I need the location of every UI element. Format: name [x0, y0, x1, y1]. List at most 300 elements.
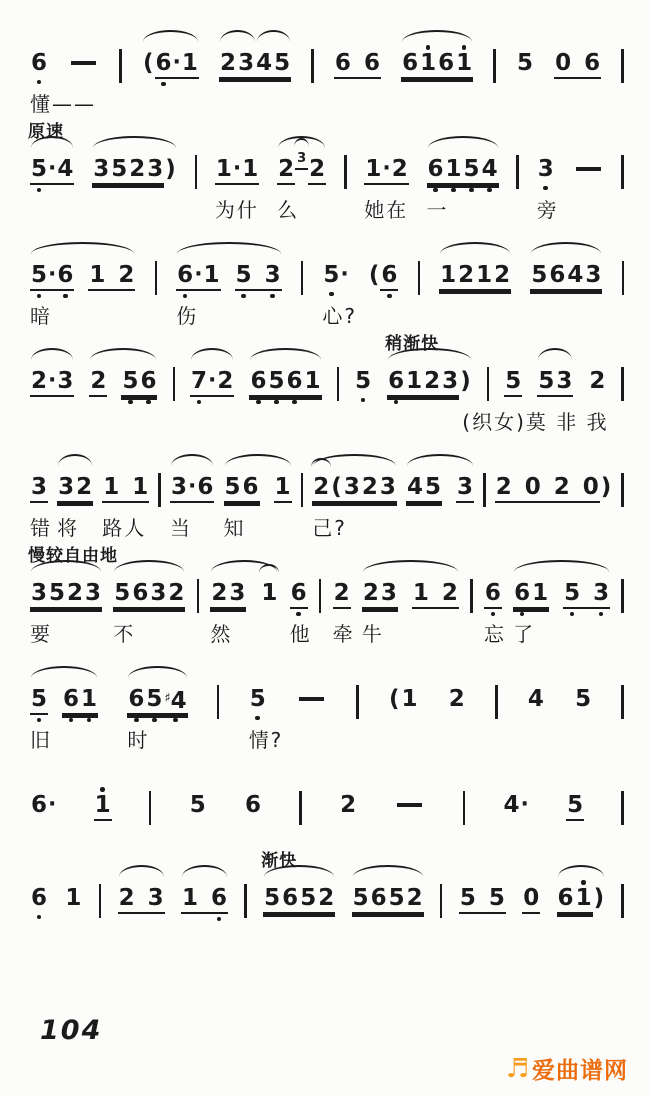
- note-group: [513, 560, 610, 646]
- octave-dot-low: [173, 718, 178, 723]
- barline: [119, 49, 122, 83]
- note-char: 5: [563, 572, 581, 617]
- lyric-text: (织女)莫 非 我: [462, 410, 609, 434]
- note-group: [406, 454, 474, 511]
- page-number: 104: [40, 1015, 103, 1046]
- note-char: 5: [263, 877, 281, 922]
- note-group: [68, 30, 99, 85]
- note-token: [30, 572, 102, 646]
- note-char: 2: [277, 148, 295, 193]
- barline: [487, 367, 490, 401]
- tempo-marking: 慢较自由地: [28, 546, 118, 566]
- note-char: 2: [117, 254, 135, 299]
- note-group: [181, 865, 228, 922]
- barline: [621, 791, 624, 825]
- note-char: ·: [233, 148, 241, 193]
- note-char: ): [593, 885, 605, 911]
- note-char: 2: [118, 877, 136, 922]
- note-char: 2: [89, 360, 107, 405]
- lyric-text: 心?: [322, 304, 357, 328]
- note-group: [57, 454, 93, 540]
- note-token: [368, 254, 399, 299]
- barline: [99, 884, 102, 918]
- note-char: 1: [304, 360, 322, 405]
- note-group: [339, 772, 357, 827]
- lyric-text: 当: [170, 516, 193, 540]
- note-token: [121, 360, 157, 405]
- note-token: [64, 877, 82, 920]
- octave-dot-low: [570, 612, 575, 617]
- note-char: 3: [84, 572, 102, 617]
- note-token: [181, 877, 228, 922]
- note-char: 1: [203, 254, 221, 299]
- note-char: 5: [30, 678, 48, 723]
- note-token: [296, 678, 327, 721]
- note-char: 0: [522, 877, 540, 922]
- note-char: 3: [441, 360, 459, 405]
- note-char: 2: [317, 877, 335, 922]
- note-char: 1: [439, 254, 457, 299]
- note-char: 5: [537, 360, 555, 405]
- note-char: 1: [260, 572, 278, 617]
- note-group: [30, 242, 135, 328]
- note-group: [89, 348, 157, 405]
- note-char: ): [165, 156, 176, 182]
- note-token: [260, 572, 278, 617]
- slur-arc: [440, 242, 510, 254]
- note-char: [513, 466, 524, 511]
- note-char: 3: [57, 466, 75, 511]
- slur-arc-small: [259, 564, 279, 573]
- octave-dot-low: [255, 716, 260, 721]
- octave-dot-low: [183, 294, 188, 299]
- note-char: [199, 877, 210, 922]
- barline: [493, 49, 496, 83]
- note-char: 6: [210, 877, 228, 922]
- watermark-text: 爱曲谱网: [532, 1058, 628, 1084]
- note-char: 2: [457, 254, 475, 299]
- note-char: 4: [255, 42, 273, 87]
- note-char: 3: [146, 148, 164, 193]
- note-token: [456, 466, 474, 511]
- note-group: [92, 136, 177, 193]
- note-char: 5: [488, 877, 506, 922]
- note-token: [573, 148, 604, 191]
- note-char: 5: [224, 466, 242, 511]
- note-char: 1: [274, 466, 292, 511]
- note-char: 5: [235, 254, 253, 299]
- note-group: [566, 772, 584, 829]
- note-char: 3: [379, 466, 397, 511]
- note-char: (: [330, 466, 343, 511]
- note-token: [30, 360, 74, 405]
- note-group: [364, 136, 409, 222]
- octave-dot-low: [217, 917, 222, 922]
- note-char: 2: [553, 466, 571, 511]
- slur-arc: [428, 136, 498, 148]
- note-char: (: [142, 50, 154, 76]
- note-group: [401, 30, 473, 87]
- slur-arc: [90, 348, 156, 360]
- note-char: 6: [281, 877, 299, 922]
- note-token: [189, 784, 207, 827]
- slur-arc: [143, 30, 198, 42]
- note-char: 6: [196, 466, 214, 511]
- note-group: [289, 560, 312, 646]
- octave-dot-low: [256, 400, 261, 405]
- note-char: 5: [388, 877, 406, 922]
- note-char: 2: [167, 572, 185, 617]
- octave-dot-low: [128, 400, 133, 405]
- note-group: [277, 136, 326, 222]
- note-token: [210, 572, 246, 646]
- octave-dot-low: [63, 294, 68, 299]
- lyric-text: 牛: [361, 622, 384, 646]
- note-group: [426, 136, 499, 222]
- score-system: [28, 122, 624, 222]
- note-group: [296, 666, 327, 721]
- slur-arc: [407, 454, 473, 466]
- note-char: 4: [481, 148, 499, 193]
- barline: [463, 791, 466, 825]
- note-group: [30, 30, 96, 116]
- lyric-text: 为什: [214, 198, 259, 222]
- note-char: 6: [548, 254, 566, 299]
- note-group: [189, 772, 207, 827]
- note-char: 6: [139, 360, 157, 405]
- note-group: [459, 865, 506, 922]
- note-char: 5: [354, 360, 372, 403]
- dash-note: [71, 61, 96, 65]
- note-char: 5: [121, 360, 139, 405]
- note-char: 2: [391, 148, 409, 193]
- note-group: [30, 348, 74, 405]
- note-char: 2: [128, 148, 146, 193]
- slur-arc: [225, 454, 291, 466]
- note-group: [214, 136, 259, 222]
- octave-dot-low: [134, 718, 139, 723]
- octave-dot-low: [543, 186, 548, 191]
- barline: [344, 155, 347, 189]
- barline: [356, 685, 359, 719]
- octave-dot-low: [487, 188, 492, 193]
- note-token: [30, 678, 52, 752]
- note-group: [554, 30, 601, 87]
- note-group: [354, 348, 372, 403]
- slur-arc: [191, 348, 233, 360]
- note-char: 6: [363, 42, 381, 87]
- note-token: [142, 42, 199, 87]
- note-token: [127, 678, 187, 752]
- note-char: [136, 877, 147, 922]
- note-group: [334, 30, 381, 87]
- note-token: [557, 877, 606, 922]
- note-char: 6: [290, 572, 308, 617]
- lyric-text: 错: [30, 516, 52, 540]
- barline: [149, 791, 152, 825]
- octave-dot-low: [274, 400, 279, 405]
- note-token: [30, 877, 48, 920]
- note-group: [439, 242, 511, 299]
- barline: [299, 791, 302, 825]
- score-system: [30, 851, 624, 922]
- score-system: [30, 454, 624, 540]
- octave-dot-low: [37, 718, 42, 723]
- note-group: [557, 865, 606, 922]
- note-char: [581, 572, 592, 617]
- note-token: [352, 877, 424, 922]
- slur-arc: [531, 242, 601, 254]
- lyric-text: 将: [57, 516, 80, 540]
- note-char: 1: [401, 686, 418, 712]
- slur-arc: [363, 560, 458, 572]
- note-token: [459, 877, 506, 922]
- barline: [621, 367, 624, 401]
- note-char: 6: [62, 678, 80, 723]
- note-char: ·: [48, 792, 57, 817]
- note-char: ·: [48, 254, 56, 299]
- note-token: [339, 784, 357, 827]
- note-group: [527, 666, 545, 721]
- note-group: [332, 560, 355, 646]
- slur-arc: [220, 30, 255, 42]
- note-char: 5: [459, 877, 477, 922]
- note-char: 2: [30, 360, 48, 405]
- barline: [301, 261, 304, 295]
- note-char: [296, 678, 327, 721]
- lyric-text: 旁: [536, 198, 559, 222]
- slur-arc: [114, 560, 184, 572]
- barline: [621, 473, 624, 507]
- lyric-text: 暗: [30, 304, 52, 328]
- note-group: [113, 560, 185, 646]
- slur-arc: [31, 242, 134, 254]
- note-char: 3: [584, 254, 602, 299]
- note-group: [142, 30, 199, 87]
- barline: [621, 579, 624, 613]
- note-char: 5: [299, 877, 317, 922]
- note-token: [30, 466, 52, 540]
- note-group: [223, 454, 292, 540]
- lyric-text: 不: [113, 622, 136, 646]
- note-group: [574, 666, 592, 721]
- note-token: [68, 42, 99, 85]
- note-char: ·: [194, 254, 202, 299]
- lyric-text: 己?: [312, 516, 347, 540]
- note-char: 2: [448, 686, 465, 712]
- note-group: [588, 348, 606, 403]
- note-group: [170, 454, 214, 540]
- note-char: 2: [406, 877, 424, 922]
- note-token: [502, 784, 528, 827]
- score-system: [30, 666, 624, 752]
- note-token: [219, 42, 291, 87]
- note-char: 6: [127, 678, 145, 723]
- note-char: [430, 572, 441, 617]
- note-token: [30, 254, 74, 328]
- slur-arc: [177, 242, 280, 254]
- slur-arc: [257, 30, 291, 42]
- note-char: 5: [504, 360, 522, 405]
- note-char: 6: [249, 360, 267, 405]
- note-char: 6: [513, 572, 531, 617]
- lyric-text: 牵: [332, 622, 355, 646]
- note-token: [522, 877, 540, 922]
- note-char: 2: [340, 792, 357, 818]
- note-char: ·: [382, 148, 390, 193]
- slur-arc: [558, 865, 605, 877]
- note-char: 3: [30, 466, 48, 511]
- lyric-text: 情?: [248, 728, 284, 752]
- note-char: 5: [48, 572, 66, 617]
- note-token: [274, 466, 292, 511]
- note-token: [354, 360, 372, 403]
- note-char: 5: [267, 360, 285, 405]
- note-token: [263, 877, 335, 922]
- octave-dot-low: [599, 612, 604, 617]
- note-group: [536, 136, 559, 222]
- note-char: 1: [412, 572, 430, 617]
- note-char: [120, 466, 131, 511]
- note-char: 1: [445, 148, 463, 193]
- barline: [516, 155, 519, 189]
- lyric-text: 么: [277, 198, 300, 222]
- note-char: ·: [48, 360, 56, 405]
- note-char: ): [460, 368, 471, 394]
- note-char: 1: [241, 148, 259, 193]
- note-group: [537, 348, 573, 405]
- note-token: [364, 148, 409, 222]
- note-char: 7: [190, 360, 208, 405]
- note-char: 6: [285, 360, 303, 405]
- octave-dot-low: [37, 915, 42, 920]
- note-char: 1: [88, 254, 106, 299]
- note-char: 5: [424, 466, 442, 511]
- barline: [155, 261, 158, 295]
- note-group: [385, 334, 472, 405]
- note-char: 6: [437, 42, 455, 87]
- note-token: [312, 466, 397, 540]
- note-char: 6: [401, 42, 419, 87]
- note-char: 3: [228, 572, 246, 617]
- note-char: 1: [575, 877, 593, 922]
- octave-dot-low: [329, 292, 334, 297]
- lyric-text: 路人: [102, 516, 147, 540]
- note-char: 6: [30, 42, 48, 85]
- octave-dot-low: [270, 294, 275, 299]
- note-char: 6: [427, 148, 445, 193]
- note-group: [102, 454, 149, 540]
- note-char: 2: [333, 572, 351, 617]
- lyric-text: 旧: [30, 728, 52, 752]
- note-token: [530, 254, 602, 299]
- score-system: [30, 242, 624, 328]
- note-char: 1: [181, 877, 199, 922]
- note-group: [352, 865, 424, 922]
- octave-dot-low: [491, 612, 496, 617]
- note-token: [88, 254, 135, 299]
- note-token: [554, 42, 601, 87]
- note-char: [352, 42, 363, 87]
- octave-dot-low: [292, 400, 297, 405]
- octave-dot-low: [361, 398, 366, 403]
- note-char: 2: [216, 360, 234, 405]
- note-char: 3: [56, 360, 74, 405]
- note-token: [387, 360, 472, 405]
- note-token: [332, 572, 355, 646]
- barline: [470, 579, 473, 613]
- note-group: [28, 122, 74, 193]
- note-token: [289, 572, 312, 646]
- note-char: ·: [173, 42, 181, 87]
- note-char: 5: [463, 148, 481, 193]
- note-token: [574, 678, 592, 721]
- note-token: [483, 572, 506, 646]
- note-char: 4: [527, 686, 544, 712]
- note-char: 6: [557, 877, 575, 922]
- octave-dot-low: [433, 188, 438, 193]
- note-char: 2: [361, 466, 379, 511]
- note-char: 0: [554, 42, 572, 87]
- watermark: [506, 1052, 628, 1085]
- barline: [158, 473, 161, 507]
- note-char: 2: [210, 572, 228, 617]
- note-char: [573, 148, 604, 191]
- note-group: [30, 772, 56, 827]
- note-char: 3: [92, 148, 110, 193]
- slur-arc: [182, 865, 227, 877]
- note-char: 1: [215, 148, 233, 193]
- note-char: 3: [343, 466, 361, 511]
- note-char: 5: [30, 148, 48, 193]
- octave-dot-low: [152, 718, 157, 723]
- note-group: [30, 666, 98, 752]
- note-char: 3: [237, 42, 255, 87]
- note-char: [394, 784, 425, 827]
- octave-dot-low: [37, 294, 42, 299]
- note-char: 2: [493, 254, 511, 299]
- slur-arc: [119, 865, 164, 877]
- lyric-text: 伤: [176, 304, 199, 328]
- note-group: [127, 666, 187, 752]
- note-char: 1: [405, 360, 423, 405]
- note-char: 5: [249, 678, 267, 721]
- note-char: 3: [30, 572, 48, 617]
- barline: [495, 685, 498, 719]
- note-char: 1: [94, 784, 112, 829]
- note-char: 2: [219, 42, 237, 87]
- note-group: [361, 560, 459, 646]
- barline: [319, 579, 322, 613]
- barline: [311, 49, 314, 83]
- note-char: 1: [65, 885, 82, 911]
- note-token: [214, 148, 259, 222]
- note-group: [30, 454, 52, 540]
- note-char: 6: [31, 792, 48, 818]
- note-char: 5: [352, 877, 370, 922]
- note-token: [89, 360, 107, 405]
- barline: [622, 261, 625, 295]
- note-char: [68, 42, 99, 85]
- note-group: [516, 30, 534, 85]
- note-char: 5: [516, 50, 533, 76]
- score-system: [30, 334, 624, 434]
- octave-dot-low: [469, 188, 474, 193]
- note-char: 3: [380, 572, 398, 617]
- note-token: [30, 42, 96, 116]
- barline: [173, 367, 176, 401]
- note-token: [439, 254, 511, 299]
